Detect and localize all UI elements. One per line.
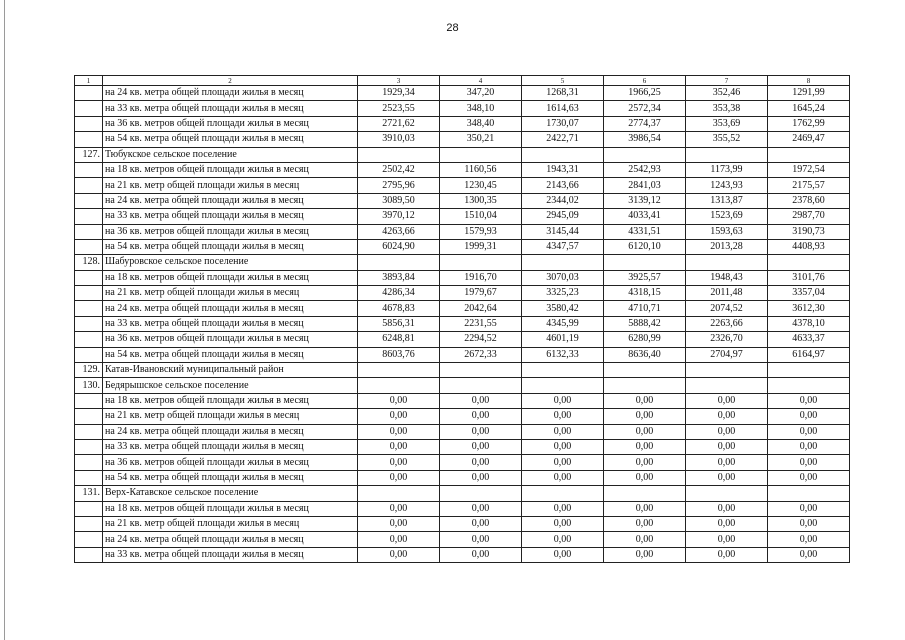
value-cell-col-7: 1523,69 [686, 209, 768, 224]
value-cell-col-7: 2013,28 [686, 239, 768, 254]
value-cell-col-8: 1762,99 [768, 116, 850, 131]
description-cell: Тюбукское сельское поселение [103, 147, 358, 162]
description-cell: на 33 кв. метра общей площади жилья в месяц [103, 547, 358, 562]
value-cell-col-8: 2175,57 [768, 178, 850, 193]
value-cell-col-4: 0,00 [440, 501, 522, 516]
value-cell-col-5: 6132,33 [522, 347, 604, 362]
value-cell-col-3 [358, 378, 440, 393]
data-table [74, 75, 850, 563]
table-row [75, 532, 850, 547]
table-row [75, 193, 850, 208]
value-cell-col-7: 0,00 [686, 424, 768, 439]
value-cell-col-6 [604, 378, 686, 393]
value-cell-col-8: 4408,93 [768, 239, 850, 254]
value-cell-col-8 [768, 378, 850, 393]
value-cell-col-5: 3070,03 [522, 270, 604, 285]
value-cell-col-3: 4286,34 [358, 286, 440, 301]
value-cell-col-6: 0,00 [604, 424, 686, 439]
header-cell: 1 [75, 76, 103, 86]
value-cell-col-5: 0,00 [522, 532, 604, 547]
section-row [75, 255, 850, 270]
value-cell-col-7: 0,00 [686, 516, 768, 531]
description-cell: Шабуровское сельское поселение [103, 255, 358, 270]
value-cell-col-3: 0,00 [358, 470, 440, 485]
description-cell: на 54 кв. метра общей площади жилья в месяц [103, 347, 358, 362]
value-cell-col-5: 0,00 [522, 455, 604, 470]
header-cell: 3 [358, 76, 440, 86]
description-cell: на 24 кв. метра общей площади жилья в месяц [103, 86, 358, 101]
value-cell-col-4: 1579,93 [440, 224, 522, 239]
value-cell-col-4: 0,00 [440, 470, 522, 485]
table-row [75, 424, 850, 439]
value-cell-col-6: 0,00 [604, 393, 686, 408]
value-cell-col-6: 4331,51 [604, 224, 686, 239]
value-cell-col-6: 1966,25 [604, 86, 686, 101]
description-cell: на 36 кв. метров общей площади жилья в месяц [103, 224, 358, 239]
value-cell-col-4: 1230,45 [440, 178, 522, 193]
value-cell-col-7: 0,00 [686, 455, 768, 470]
section-row [75, 147, 850, 162]
table-row [75, 347, 850, 362]
section-row [75, 378, 850, 393]
value-cell-col-3: 3089,50 [358, 193, 440, 208]
value-cell-col-3: 2523,55 [358, 101, 440, 116]
row-number-cell [75, 547, 103, 562]
value-cell-col-3: 3910,03 [358, 132, 440, 147]
description-cell: на 36 кв. метров общей площади жилья в месяц [103, 455, 358, 470]
value-cell-col-3: 0,00 [358, 455, 440, 470]
value-cell-col-5: 4347,57 [522, 239, 604, 254]
row-number-cell [75, 301, 103, 316]
row-number-cell: 129. [75, 363, 103, 378]
value-cell-col-7: 2011,48 [686, 286, 768, 301]
description-cell: на 21 кв. метр общей площади жилья в месяц [103, 178, 358, 193]
value-cell-col-6: 4318,15 [604, 286, 686, 301]
value-cell-col-4: 0,00 [440, 424, 522, 439]
value-cell-col-8: 0,00 [768, 455, 850, 470]
value-cell-col-5: 1943,31 [522, 162, 604, 177]
value-cell-col-7: 1593,63 [686, 224, 768, 239]
value-cell-col-3 [358, 255, 440, 270]
value-cell-col-8: 6164,97 [768, 347, 850, 362]
value-cell-col-4: 0,00 [440, 455, 522, 470]
value-cell-col-4: 2042,64 [440, 301, 522, 316]
value-cell-col-5 [522, 147, 604, 162]
row-number-cell [75, 224, 103, 239]
value-cell-col-4: 2672,33 [440, 347, 522, 362]
table-row [75, 239, 850, 254]
row-number-cell [75, 286, 103, 301]
row-number-cell [75, 501, 103, 516]
table-row [75, 409, 850, 424]
value-cell-col-6: 2542,93 [604, 162, 686, 177]
value-cell-col-6: 3139,12 [604, 193, 686, 208]
value-cell-col-3: 0,00 [358, 409, 440, 424]
row-number-cell [75, 116, 103, 131]
value-cell-col-3: 0,00 [358, 532, 440, 547]
value-cell-col-5: 2143,66 [522, 178, 604, 193]
description-cell: на 18 кв. метров общей площади жилья в месяц [103, 270, 358, 285]
value-cell-col-5: 3580,42 [522, 301, 604, 316]
header-cell: 5 [522, 76, 604, 86]
value-cell-col-3: 2721,62 [358, 116, 440, 131]
value-cell-col-3 [358, 147, 440, 162]
value-cell-col-7: 353,69 [686, 116, 768, 131]
description-cell: на 33 кв. метра общей площади жилья в месяц [103, 439, 358, 454]
value-cell-col-4 [440, 378, 522, 393]
description-cell: на 36 кв. метров общей площади жилья в месяц [103, 332, 358, 347]
table-row [75, 316, 850, 331]
value-cell-col-3: 3893,84 [358, 270, 440, 285]
value-cell-col-4 [440, 363, 522, 378]
value-cell-col-5: 0,00 [522, 424, 604, 439]
row-number-cell: 127. [75, 147, 103, 162]
table-row [75, 86, 850, 101]
value-cell-col-3: 0,00 [358, 439, 440, 454]
description-cell: на 33 кв. метра общей площади жилья в месяц [103, 316, 358, 331]
table-row [75, 116, 850, 131]
description-cell: на 54 кв. метра общей площади жилья в месяц [103, 132, 358, 147]
value-cell-col-4: 2231,55 [440, 316, 522, 331]
value-cell-col-6 [604, 486, 686, 501]
page-number: 28 [446, 22, 459, 34]
value-cell-col-8: 1291,99 [768, 86, 850, 101]
description-cell: на 54 кв. метра общей площади жилья в месяц [103, 470, 358, 485]
description-cell: на 21 кв. метр общей площади жилья в месяц [103, 409, 358, 424]
value-cell-col-5: 0,00 [522, 516, 604, 531]
value-cell-col-7: 353,38 [686, 101, 768, 116]
value-cell-col-4: 0,00 [440, 393, 522, 408]
row-number-cell [75, 162, 103, 177]
value-cell-col-7: 0,00 [686, 532, 768, 547]
table-row [75, 470, 850, 485]
value-cell-col-3: 0,00 [358, 424, 440, 439]
value-cell-col-8: 0,00 [768, 470, 850, 485]
value-cell-col-4: 350,21 [440, 132, 522, 147]
left-margin-rule [4, 0, 5, 640]
row-number-cell [75, 178, 103, 193]
description-cell: на 18 кв. метров общей площади жилья в месяц [103, 162, 358, 177]
row-number-cell [75, 132, 103, 147]
value-cell-col-7: 2074,52 [686, 301, 768, 316]
value-cell-col-5 [522, 378, 604, 393]
value-cell-col-7: 1243,93 [686, 178, 768, 193]
value-cell-col-6: 6120,10 [604, 239, 686, 254]
value-cell-col-7: 2326,70 [686, 332, 768, 347]
value-cell-col-3: 5856,31 [358, 316, 440, 331]
description-cell: на 21 кв. метр общей площади жилья в месяц [103, 516, 358, 531]
value-cell-col-6: 4033,41 [604, 209, 686, 224]
value-cell-col-8 [768, 147, 850, 162]
table-row [75, 162, 850, 177]
table-row [75, 393, 850, 408]
value-cell-col-4: 0,00 [440, 547, 522, 562]
row-number-cell [75, 86, 103, 101]
value-cell-col-6: 0,00 [604, 501, 686, 516]
description-cell: на 24 кв. метра общей площади жилья в месяц [103, 193, 358, 208]
value-cell-col-5: 0,00 [522, 501, 604, 516]
section-row [75, 486, 850, 501]
value-cell-col-6: 3986,54 [604, 132, 686, 147]
value-cell-col-7: 355,52 [686, 132, 768, 147]
description-cell: Бедярышское сельское поселение [103, 378, 358, 393]
value-cell-col-4: 1510,04 [440, 209, 522, 224]
description-cell: на 33 кв. метра общей площади жилья в месяц [103, 209, 358, 224]
row-number-cell [75, 439, 103, 454]
value-cell-col-5: 0,00 [522, 439, 604, 454]
value-cell-col-8: 3101,76 [768, 270, 850, 285]
value-cell-col-7: 0,00 [686, 409, 768, 424]
value-cell-col-3: 0,00 [358, 516, 440, 531]
row-number-cell [75, 347, 103, 362]
value-cell-col-3: 2502,42 [358, 162, 440, 177]
value-cell-col-8 [768, 486, 850, 501]
value-cell-col-7: 0,00 [686, 501, 768, 516]
value-cell-col-5: 0,00 [522, 547, 604, 562]
table-row [75, 301, 850, 316]
table-row [75, 178, 850, 193]
value-cell-col-4 [440, 255, 522, 270]
row-number-cell [75, 516, 103, 531]
value-cell-col-7 [686, 147, 768, 162]
row-number-cell: 130. [75, 378, 103, 393]
description-cell: на 18 кв. метров общей площади жилья в месяц [103, 393, 358, 408]
value-cell-col-6: 0,00 [604, 532, 686, 547]
value-cell-col-3: 4678,83 [358, 301, 440, 316]
value-cell-col-7: 1948,43 [686, 270, 768, 285]
value-cell-col-3: 6248,81 [358, 332, 440, 347]
row-number-cell: 128. [75, 255, 103, 270]
value-cell-col-8 [768, 363, 850, 378]
value-cell-col-4: 0,00 [440, 409, 522, 424]
value-cell-col-6: 0,00 [604, 409, 686, 424]
row-number-cell [75, 101, 103, 116]
value-cell-col-6: 2841,03 [604, 178, 686, 193]
header-cell: 6 [604, 76, 686, 86]
table-row [75, 455, 850, 470]
value-cell-col-6: 0,00 [604, 439, 686, 454]
value-cell-col-3: 6024,90 [358, 239, 440, 254]
value-cell-col-3 [358, 486, 440, 501]
value-cell-col-7: 0,00 [686, 470, 768, 485]
value-cell-col-8: 4633,37 [768, 332, 850, 347]
value-cell-col-7: 0,00 [686, 547, 768, 562]
value-cell-col-8: 0,00 [768, 439, 850, 454]
value-cell-col-6: 5888,42 [604, 316, 686, 331]
value-cell-col-7 [686, 363, 768, 378]
value-cell-col-6: 4710,71 [604, 301, 686, 316]
value-cell-col-5: 2945,09 [522, 209, 604, 224]
value-cell-col-7: 1313,87 [686, 193, 768, 208]
value-cell-col-4 [440, 486, 522, 501]
value-cell-col-5: 4345,99 [522, 316, 604, 331]
table-row [75, 547, 850, 562]
description-cell: на 33 кв. метра общей площади жилья в месяц [103, 101, 358, 116]
row-number-cell [75, 239, 103, 254]
header-cell: 7 [686, 76, 768, 86]
value-cell-col-3: 0,00 [358, 547, 440, 562]
value-cell-col-5: 2344,02 [522, 193, 604, 208]
value-cell-col-4: 348,40 [440, 116, 522, 131]
description-cell: на 36 кв. метров общей площади жилья в месяц [103, 116, 358, 131]
row-number-cell [75, 409, 103, 424]
value-cell-col-8: 0,00 [768, 424, 850, 439]
row-number-cell [75, 532, 103, 547]
value-cell-col-3 [358, 363, 440, 378]
description-cell: Катав-Ивановский муниципальный район [103, 363, 358, 378]
description-cell: на 21 кв. метр общей площади жилья в месяц [103, 286, 358, 301]
value-cell-col-5 [522, 363, 604, 378]
value-cell-col-6: 6280,99 [604, 332, 686, 347]
value-cell-col-7: 1173,99 [686, 162, 768, 177]
value-cell-col-6: 3925,57 [604, 270, 686, 285]
table-row [75, 332, 850, 347]
row-number-cell [75, 270, 103, 285]
value-cell-col-8: 4378,10 [768, 316, 850, 331]
table-row [75, 501, 850, 516]
value-cell-col-5 [522, 255, 604, 270]
value-cell-col-8 [768, 255, 850, 270]
value-cell-col-7: 2263,66 [686, 316, 768, 331]
table-row [75, 224, 850, 239]
value-cell-col-6: 2572,34 [604, 101, 686, 116]
row-number-cell [75, 332, 103, 347]
value-cell-col-5: 0,00 [522, 409, 604, 424]
value-cell-col-4: 347,20 [440, 86, 522, 101]
row-number-cell [75, 316, 103, 331]
description-cell: на 18 кв. метров общей площади жилья в месяц [103, 501, 358, 516]
value-cell-col-3: 0,00 [358, 393, 440, 408]
value-cell-col-4: 1160,56 [440, 162, 522, 177]
value-cell-col-4: 0,00 [440, 532, 522, 547]
value-cell-col-5 [522, 486, 604, 501]
value-cell-col-5: 2422,71 [522, 132, 604, 147]
row-number-cell [75, 470, 103, 485]
value-cell-col-8: 3357,04 [768, 286, 850, 301]
row-number-cell [75, 424, 103, 439]
value-cell-col-8: 2469,47 [768, 132, 850, 147]
value-cell-col-5: 1614,63 [522, 101, 604, 116]
value-cell-col-5: 1268,31 [522, 86, 604, 101]
value-cell-col-4: 0,00 [440, 439, 522, 454]
table-row [75, 516, 850, 531]
value-cell-col-8: 0,00 [768, 393, 850, 408]
header-cell: 4 [440, 76, 522, 86]
table-row [75, 286, 850, 301]
value-cell-col-5: 1730,07 [522, 116, 604, 131]
value-cell-col-8: 3612,30 [768, 301, 850, 316]
value-cell-col-3: 0,00 [358, 501, 440, 516]
value-cell-col-7: 0,00 [686, 393, 768, 408]
value-cell-col-8: 0,00 [768, 516, 850, 531]
value-cell-col-6 [604, 147, 686, 162]
value-cell-col-8: 0,00 [768, 532, 850, 547]
table-row [75, 101, 850, 116]
value-cell-col-3: 2795,96 [358, 178, 440, 193]
row-number-cell [75, 209, 103, 224]
value-cell-col-7 [686, 486, 768, 501]
value-cell-col-6: 0,00 [604, 547, 686, 562]
value-cell-col-8: 2987,70 [768, 209, 850, 224]
value-cell-col-7: 2704,97 [686, 347, 768, 362]
row-number-cell [75, 193, 103, 208]
value-cell-col-3: 8603,76 [358, 347, 440, 362]
value-cell-col-5: 3145,44 [522, 224, 604, 239]
value-cell-col-8: 0,00 [768, 547, 850, 562]
value-cell-col-5: 0,00 [522, 393, 604, 408]
value-cell-col-3: 4263,66 [358, 224, 440, 239]
value-cell-col-7 [686, 255, 768, 270]
value-cell-col-8: 0,00 [768, 409, 850, 424]
header-cell: 2 [103, 76, 358, 86]
value-cell-col-3: 3970,12 [358, 209, 440, 224]
value-cell-col-6: 8636,40 [604, 347, 686, 362]
value-cell-col-8: 3190,73 [768, 224, 850, 239]
value-cell-col-8: 1972,54 [768, 162, 850, 177]
table-row [75, 132, 850, 147]
header-cell: 8 [768, 76, 850, 86]
description-cell: на 24 кв. метра общей площади жилья в месяц [103, 301, 358, 316]
value-cell-col-4 [440, 147, 522, 162]
value-cell-col-3: 1929,34 [358, 86, 440, 101]
value-cell-col-7: 352,46 [686, 86, 768, 101]
row-number-cell: 131. [75, 486, 103, 501]
row-number-cell [75, 393, 103, 408]
value-cell-col-4: 1979,67 [440, 286, 522, 301]
description-cell: на 24 кв. метра общей площади жилья в месяц [103, 532, 358, 547]
value-cell-col-4: 1300,35 [440, 193, 522, 208]
value-cell-col-8: 2378,60 [768, 193, 850, 208]
value-cell-col-4: 348,10 [440, 101, 522, 116]
value-cell-col-7: 0,00 [686, 439, 768, 454]
row-number-cell [75, 455, 103, 470]
column-number-header [75, 76, 850, 86]
value-cell-col-6 [604, 255, 686, 270]
value-cell-col-6: 0,00 [604, 516, 686, 531]
value-cell-col-8: 0,00 [768, 501, 850, 516]
value-cell-col-7 [686, 378, 768, 393]
value-cell-col-4: 1916,70 [440, 270, 522, 285]
value-cell-col-5: 3325,23 [522, 286, 604, 301]
value-cell-col-4: 2294,52 [440, 332, 522, 347]
value-cell-col-6: 2774,37 [604, 116, 686, 131]
section-row [75, 363, 850, 378]
value-cell-col-6: 0,00 [604, 470, 686, 485]
value-cell-col-4: 1999,31 [440, 239, 522, 254]
value-cell-col-6 [604, 363, 686, 378]
value-cell-col-5: 4601,19 [522, 332, 604, 347]
description-cell: на 24 кв. метра общей площади жилья в месяц [103, 424, 358, 439]
table-row [75, 270, 850, 285]
value-cell-col-5: 0,00 [522, 470, 604, 485]
table-row [75, 209, 850, 224]
description-cell: Верх-Катавское сельское поселение [103, 486, 358, 501]
description-cell: на 54 кв. метра общей площади жилья в месяц [103, 239, 358, 254]
value-cell-col-4: 0,00 [440, 516, 522, 531]
table-row [75, 439, 850, 454]
value-cell-col-6: 0,00 [604, 455, 686, 470]
value-cell-col-8: 1645,24 [768, 101, 850, 116]
